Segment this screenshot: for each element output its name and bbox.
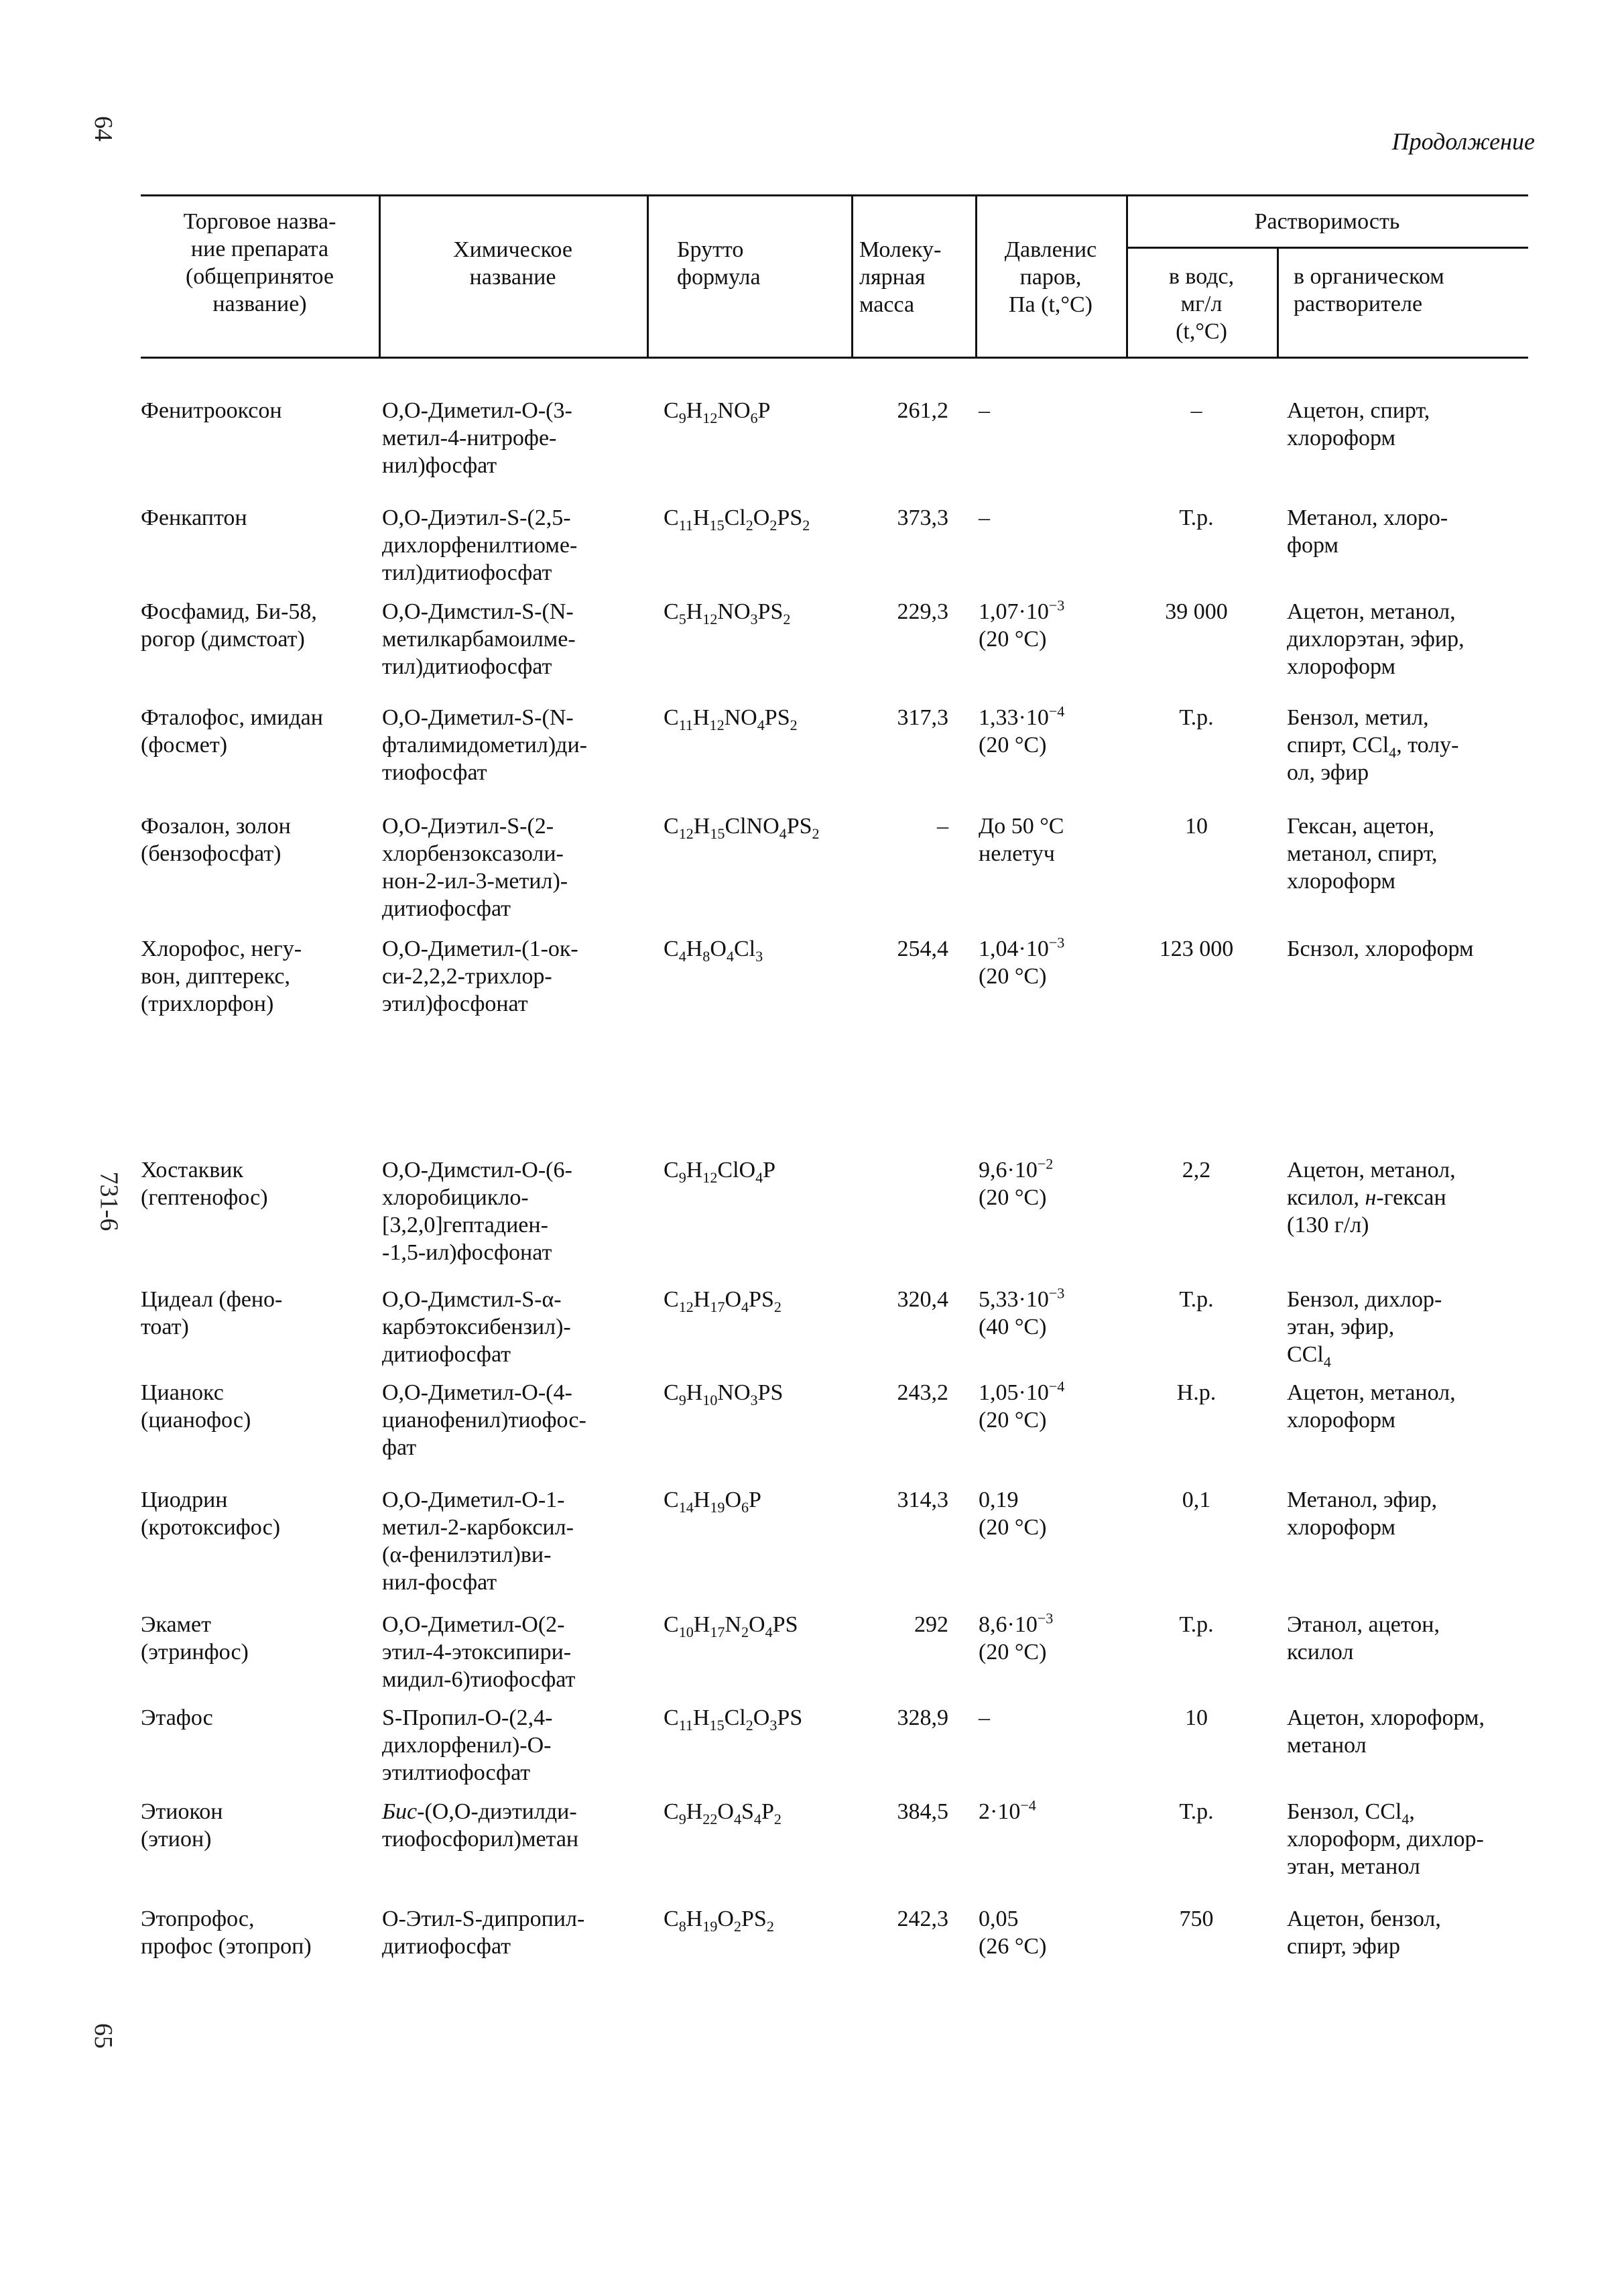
cell-organic-solvents: Бензол, метил, спирт, CCl$_4$, толу- ол, эфир <box>1287 705 1459 785</box>
cell-organic-solvents: Ацетон, хлороформ, метанол <box>1287 1705 1485 1758</box>
cell-vapor-pressure: $1,33\cdot 10^{-4}$ (20 °C) <box>979 703 1065 758</box>
cell-chemical-name: О,О-Димстил-О-(6- хлоробицикло- [3,2,0]гептадиен- -1,5-ил)фосфонат <box>382 1158 572 1265</box>
cell-chemical-name: О,О-Диметил-(1-ок- си-2,2,2-трихлор- этил)фосфонат <box>382 936 578 1016</box>
cell-water-solubility: 39 000 <box>1165 599 1228 624</box>
continuation-label: Продолжение <box>1391 128 1535 155</box>
cell-molar-mass: 261,2 <box>897 398 948 423</box>
solubility-rule <box>1126 247 1528 249</box>
cell-molar-mass: 384,5 <box>897 1799 948 1824</box>
cell-formula: $C_{11}H_{12}NO_4PS_2$ <box>664 705 798 733</box>
cell-formula: $C_{10}H_{17}N_2O_4PS$ <box>664 1612 798 1640</box>
cell-formula: $C_4H_8O_4Cl_3$ <box>664 936 763 965</box>
cell-formula: $C_9H_{12}NO_6P$ <box>664 398 771 426</box>
cell-formula: $C_{11}H_{15}Cl_2O_3PS$ <box>664 1705 803 1734</box>
cell-molar-mass: 328,9 <box>897 1705 948 1730</box>
cell-molar-mass: 242,3 <box>897 1907 948 1931</box>
cell-chemical-name: О,О-Диметил-О-(3- метил-4-нитрофе- нил)фосфат <box>382 398 572 478</box>
cell-water-solubility: 10 <box>1185 1705 1208 1730</box>
cell-water-solubility: Т.р. <box>1179 505 1214 530</box>
cell-vapor-pressure: – <box>979 1705 990 1730</box>
cell-chemical-name: Бис-(О,О-диэтилди- тиофосфорил)метан <box>382 1799 579 1852</box>
cell-molar-mass: 229,3 <box>897 599 948 624</box>
cell-trade-name: Хлорофос, негу- вон, диптерекс, (трихлорфон) <box>141 936 302 1016</box>
cell-water-solubility: 2,2 <box>1182 1158 1211 1183</box>
cell-water-solubility: – <box>1190 398 1202 423</box>
header-water: в водс, мг/л (t,°C) <box>1168 264 1235 344</box>
cell-water-solubility: 123 000 <box>1159 936 1234 961</box>
cell-organic-solvents: Ацетон, метанол, дихлорэтан, эфир, хлороформ <box>1287 599 1464 679</box>
page-number-bottom: 65 <box>89 2023 117 2049</box>
cell-water-solubility: 0,1 <box>1182 1488 1211 1512</box>
cell-water-solubility: 10 <box>1185 814 1208 839</box>
cell-trade-name: Этиокон (этион) <box>141 1799 223 1852</box>
cell-trade-name: Цидеал (фено- тоат) <box>141 1287 283 1339</box>
cell-water-solubility: Т.р. <box>1179 705 1214 730</box>
header-chemical-name: Химическое название <box>453 237 572 290</box>
cell-formula: $C_{12}H_{17}O_4PS_2$ <box>664 1287 782 1315</box>
cell-trade-name: Циодрин (кротоксифос) <box>141 1488 281 1540</box>
cell-organic-solvents: Ацетон, спирт, хлороформ <box>1287 398 1430 450</box>
header-formula: Брутто формула <box>677 237 761 290</box>
cell-organic-solvents: Бснзол, хлороформ <box>1287 936 1474 961</box>
cell-molar-mass: 317,3 <box>897 705 948 730</box>
cell-chemical-name: О,О-Диэтил-S-(2- хлорбензоксазоли- нон-2-ил-3-метил)- дитиофосфат <box>382 814 568 921</box>
cell-chemical-name: S-Пропил-О-(2,4- дихлорфенил)-О- этилтиофосфат <box>382 1705 553 1785</box>
cell-vapor-pressure: $9,6\cdot 10^{-2}$ (20 °C) <box>979 1155 1054 1210</box>
cell-organic-solvents: Метанол, хлоро- форм <box>1287 505 1448 558</box>
header-mass: Молеку- лярная масса <box>859 237 942 317</box>
cell-organic-solvents: Ацетон, метанол, ксилол, н-гексан (130 г/л) <box>1287 1158 1456 1237</box>
table-top-rule <box>141 194 1528 196</box>
header-bottom-rule <box>141 357 1528 359</box>
cell-trade-name: Этопрофос, профос (этопроп) <box>141 1907 312 1959</box>
cell-vapor-pressure: $5,33\cdot 10^{-3}$ (40 °C) <box>979 1284 1065 1339</box>
header-solubility: Растворимость <box>1254 209 1400 234</box>
cell-chemical-name: О,О-Димстил-S-α- карбэтоксибензил)- дитиофосфат <box>382 1287 571 1367</box>
cell-chemical-name: О,О-Диметил-S-(N- фталимидометил)ди- тиофосфат <box>382 705 587 785</box>
cell-molar-mass: 314,3 <box>897 1488 948 1512</box>
cell-formula: $C_{11}H_{15}Cl_2O_2PS_2$ <box>664 505 810 534</box>
cell-vapor-pressure: – <box>979 505 990 530</box>
cell-molar-mass: 254,4 <box>897 936 948 961</box>
cell-vapor-pressure: $8,6\cdot 10^{-3}$ (20 °C) <box>979 1610 1054 1665</box>
cell-formula: $C_9H_{10}NO_3PS$ <box>664 1380 784 1408</box>
cell-trade-name: Экамет (этринфос) <box>141 1612 249 1665</box>
cell-organic-solvents: Гексан, ацетон, метанол, спирт, хлороформ <box>1287 814 1438 894</box>
cell-vapor-pressure: До 50 °C нелетуч <box>979 814 1064 866</box>
cell-formula: $C_{14}H_{19}O_6P$ <box>664 1488 761 1516</box>
header-pressure: Давленис паров, Па (t,°C) <box>1004 237 1097 317</box>
cell-vapor-pressure: 0,19 (20 °C) <box>979 1488 1047 1540</box>
cell-water-solubility: Т.р. <box>1179 1612 1214 1637</box>
cell-chemical-name: О,О-Диметил-О-(4- цианофенил)тиофос- фат <box>382 1380 586 1460</box>
cell-vapor-pressure: – <box>979 398 990 423</box>
cell-molar-mass: 373,3 <box>897 505 948 530</box>
cell-molar-mass: 320,4 <box>897 1287 948 1312</box>
cell-organic-solvents: Этанол, ацетон, ксилол <box>1287 1612 1440 1665</box>
cell-organic-solvents: Ацетон, метанол, хлороформ <box>1287 1380 1456 1433</box>
cell-molar-mass: 292 <box>914 1612 948 1637</box>
cell-water-solubility: Т.р. <box>1179 1799 1214 1824</box>
cell-formula: $C_8H_{19}O_2PS_2$ <box>664 1907 774 1935</box>
cell-trade-name: Этафос <box>141 1705 213 1730</box>
cell-trade-name: Фталофос, имидан (фосмет) <box>141 705 323 758</box>
cell-trade-name: Фосфамид, Би-58, рогор (димстоат) <box>141 599 317 652</box>
cell-water-solubility: Н.р. <box>1176 1380 1216 1405</box>
page-code: 731-6 <box>95 1171 123 1231</box>
cell-water-solubility: Т.р. <box>1179 1287 1214 1312</box>
header-trade-name: Торговое назва- ние препарата (общепринятое название) <box>183 209 336 316</box>
cell-trade-name: Фенкаптон <box>141 505 247 530</box>
cell-chemical-name: О,О-Диэтил-S-(2,5- дихлорфенилтиоме- тил)дитиофосфат <box>382 505 578 585</box>
cell-vapor-pressure: 0,05 (26 °C) <box>979 1907 1047 1959</box>
cell-formula: $C_5H_{12}NO_3PS_2$ <box>664 599 791 627</box>
cell-chemical-name: О,О-Диметил-О-1- метил-2-карбоксил- (α-фенилэтил)ви- нил-фосфат <box>382 1488 574 1595</box>
cell-water-solubility: 750 <box>1179 1907 1214 1931</box>
cell-chemical-name: О,О-Димстил-S-(N- метилкарбамоилме- тил)дитиофосфат <box>382 599 576 679</box>
cell-organic-solvents: Бензол, CCl$_4$, хлороформ, дихлор- этан, метанол <box>1287 1799 1484 1879</box>
cell-trade-name: Хостаквик (гептенофос) <box>141 1158 268 1210</box>
cell-molar-mass: – <box>937 814 948 839</box>
cell-vapor-pressure: $2\cdot 10^{-4}$ <box>979 1797 1036 1824</box>
cell-vapor-pressure: $1,07\cdot 10^{-3}$ (20 °C) <box>979 597 1065 652</box>
cell-organic-solvents: Метанол, эфир, хлороформ <box>1287 1488 1438 1540</box>
cell-trade-name: Фозалон, золон (бензофосфат) <box>141 814 291 866</box>
cell-chemical-name: О,О-Диметил-О(2- этил-4-этоксипири- мидил-6)тиофосфат <box>382 1612 576 1692</box>
cell-formula: $C_9H_{12}ClO_4P$ <box>664 1158 776 1186</box>
cell-molar-mass: 243,2 <box>897 1380 948 1405</box>
cell-formula: $C_9H_{22}O_4S_4P_2$ <box>664 1799 782 1827</box>
header-organic: в органическом растворителе <box>1294 264 1444 316</box>
cell-organic-solvents: Бензол, дихлор- этан, эфир, CCl$_4$ <box>1287 1287 1442 1370</box>
cell-trade-name: Фенитрооксон <box>141 398 282 423</box>
cell-organic-solvents: Ацетон, бензол, спирт, эфир <box>1287 1907 1441 1959</box>
cell-vapor-pressure: $1,05\cdot 10^{-4}$ (20 °C) <box>979 1378 1065 1433</box>
cell-chemical-name: О-Этил-S-дипропил- дитиофосфат <box>382 1907 585 1959</box>
cell-formula: $C_{12}H_{15}ClNO_4PS_2$ <box>664 814 820 842</box>
cell-vapor-pressure: $1,04\cdot 10^{-3}$ (20 °C) <box>979 934 1065 989</box>
page-number-top: 64 <box>89 116 117 141</box>
cell-trade-name: Цианокс (цианофос) <box>141 1380 251 1433</box>
